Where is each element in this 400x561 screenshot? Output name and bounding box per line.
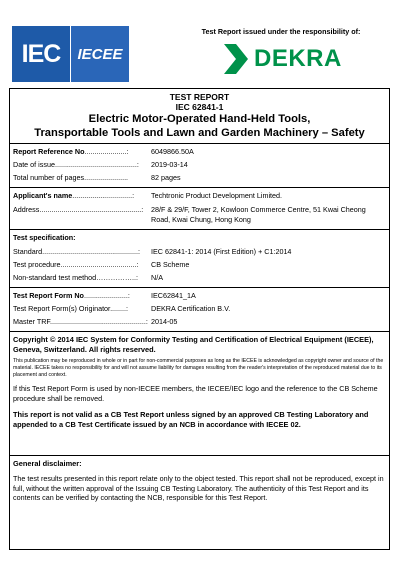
responsibility-text: Test Report issued under the responsibility of: bbox=[201, 27, 361, 36]
field-label: Standard................................................: bbox=[13, 247, 141, 256]
field-label: Report Reference No.....................: bbox=[13, 147, 129, 156]
title-line-1: Electric Motor-Operated Hand-Held Tools, bbox=[88, 113, 311, 125]
field-label: Total number of pages...................... bbox=[13, 173, 129, 182]
form-section bbox=[10, 287, 389, 332]
title-line-2: Transportable Tools and Lawn and Garden Machinery – Safety bbox=[34, 127, 365, 139]
copyright-section bbox=[10, 331, 389, 456]
dekra-wordmark: DEKRA bbox=[254, 45, 342, 72]
field-label: Test procedure......................................: bbox=[13, 260, 139, 269]
disclaimer-heading: General disclaimer: bbox=[13, 459, 82, 468]
report-cover bbox=[9, 88, 390, 550]
field-label: Date of issue.........................................: bbox=[13, 160, 139, 169]
title-block bbox=[10, 89, 389, 144]
report-type: TEST REPORT bbox=[169, 92, 230, 102]
field-label: Test Report Form(s) Originator........: bbox=[13, 304, 129, 313]
field-value: CB Scheme bbox=[151, 260, 190, 269]
field-value: N/A bbox=[151, 273, 163, 282]
copyright-heading: Copyright © 2014 IEC System for Conformity Testing and Certification of Electrical Equipment (IECEE), Geneva, Switzerland. All rights reserved. bbox=[13, 335, 374, 354]
specification-section bbox=[10, 229, 389, 288]
iec-logo: IEC bbox=[12, 26, 70, 82]
field-value: DEKRA Certification B.V. bbox=[151, 304, 231, 313]
field-label: Master TRF................................................: bbox=[13, 317, 148, 326]
field-value: IEC62841_1A bbox=[151, 291, 196, 300]
non-iecee-notice: If this Test Report Form is used by non-IECEE members, the IECEE/IEC logo and the reference to the CB Scheme procedure shall be removed. bbox=[13, 384, 378, 403]
page-header bbox=[0, 0, 400, 88]
field-value: IEC 62841-1: 2014 (First Edition) + C1:2014 bbox=[151, 247, 292, 256]
report-section bbox=[10, 143, 389, 188]
field-value: 82 pages bbox=[151, 173, 181, 182]
field-label: Address...................................................: bbox=[13, 205, 144, 214]
validity-notice: This report is not valid as a CB Test Report unless signed by an approved CB Testing Laboratory and appended to a CB Test Certificate issued by an NCB in accordance with IECEE 02. bbox=[13, 410, 369, 429]
field-label: Applicant's name..............................: bbox=[13, 191, 135, 200]
field-value: 28/F & 29/F, Tower 2, Kowloon Commerce Centre, 51 Kwai Cheong Road, Kwai Chung, Hong Kong bbox=[151, 205, 366, 224]
iecee-logo: IECEE bbox=[71, 26, 129, 82]
standard-number: IEC 62841-1 bbox=[175, 102, 224, 112]
field-label: Test Report Form No......................: bbox=[13, 291, 130, 300]
dekra-logo bbox=[222, 42, 382, 76]
field-value: Techtronic Product Development Limited. bbox=[151, 191, 283, 200]
disclaimer-section bbox=[10, 455, 389, 549]
field-value: 2014-05 bbox=[151, 317, 178, 326]
spec-heading: Test specification: bbox=[13, 233, 76, 242]
field-value: 2019-03-14 bbox=[151, 160, 188, 169]
copyright-notice: This publication may be reproduced in whole or in part for non-commercial purposes as long as the IECEE is acknowledged as copyright owner and source of the material. IECEE takes no responsibility for and will not assume liability for damages resulting from the reader's interpretation of the reproduced material due to its placement and context. bbox=[13, 358, 384, 378]
field-label: Non-standard test method……………..: bbox=[13, 273, 139, 282]
field-value: 6049866.50A bbox=[151, 147, 194, 156]
disclaimer-text: The test results presented in this report relate only to the object tested. This report shall not be reproduced, except in full, without the written approval of the Issuing CB Testing Laboratory. The authenticity of this Test Report and its contents can be verified by contacting the NCB, responsible for this Test Report. bbox=[13, 474, 384, 502]
applicant-section bbox=[10, 187, 389, 230]
dekra-arrow-icon bbox=[222, 44, 248, 74]
